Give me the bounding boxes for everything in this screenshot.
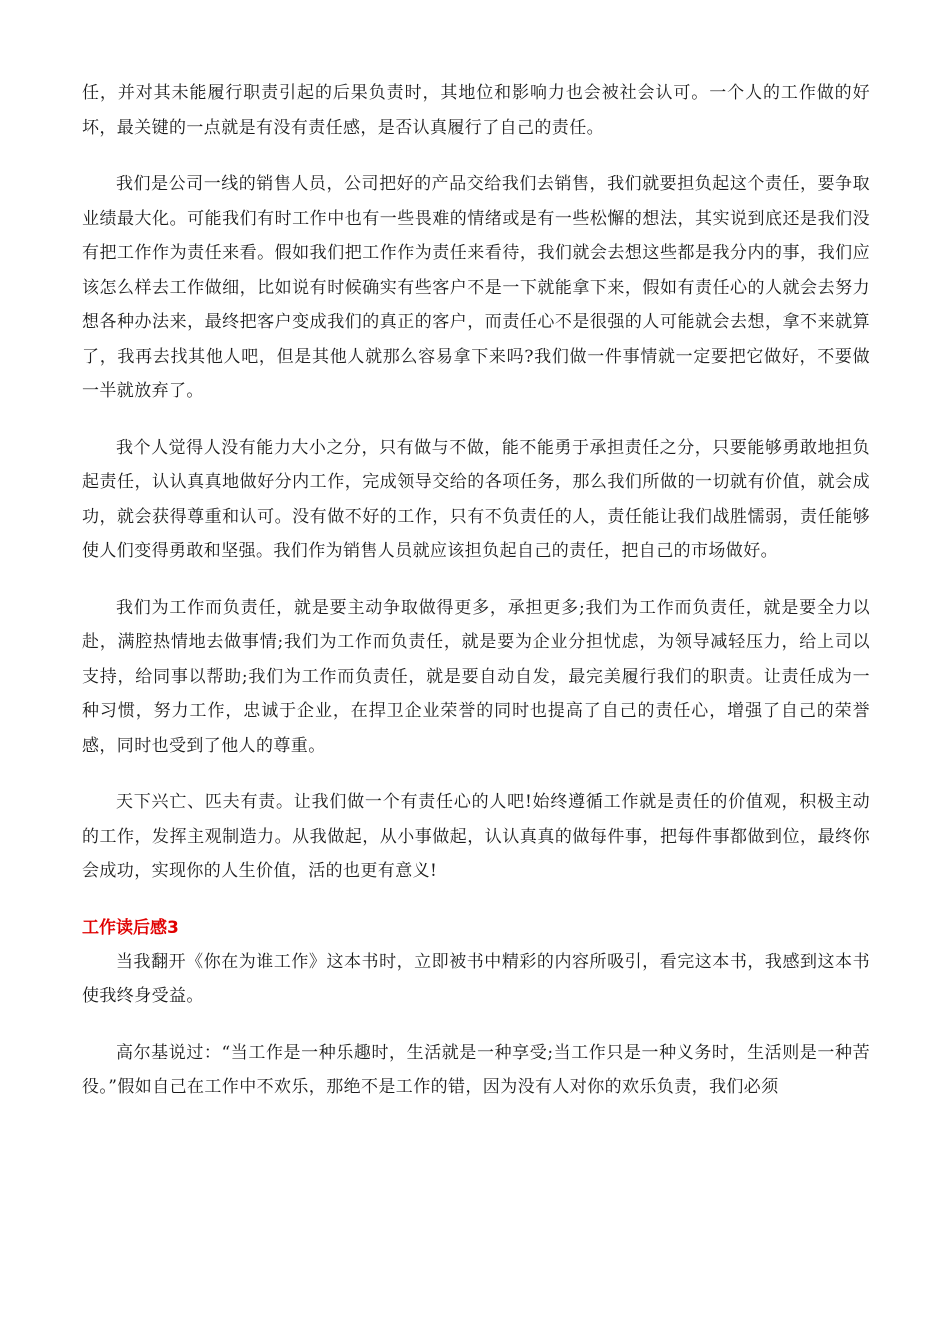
- paragraph-7: 高尔基说过：“当工作是一种乐趣时，生活就是一种享受;当工作只是一种义务时，生活则是一种苦役。”假如自己在工作中不欢乐，那绝不是工作的错，因为没有人对你的欢乐负责，我们必须: [82, 1042, 870, 1097]
- section-heading: 工作读后感3: [82, 917, 179, 938]
- paragraph-4: 我们为工作而负责任，就是要主动争取做得更多，承担更多;我们为工作而负责任，就是要全力以赴，满腔热情地去做事情;我们为工作而负责任，就是要为企业分担忧虑，为领导减轻压力，给上司以支持，给同事以帮助;我们为工作而负责任，就是要自动自发，最完美履行我们的职责。让责任成为一种习惯，努力工作，忠诚于企业，在捍卫企业荣誉的同时也提高了自己的责任心，增强了自己的荣誉感，同时也受到了他人的尊重。: [82, 597, 870, 756]
- paragraph-5: 天下兴亡、匹夫有责。让我们做一个有责任心的人吧!始终遵循工作就是责任的价值观，积极主动的工作，发挥主观制造力。从我做起，从小事做起，认认真真的做每件事，把每件事都做到位，最终你会成功，实现你的人生价值，活的也更有意义!: [82, 792, 870, 881]
- paragraph-3: 我个人觉得人没有能力大小之分，只有做与不做，能不能勇于承担责任之分，只要能够勇敢地担负起责任，认认真真地做好分内工作，完成领导交给的各项任务，那么我们所做的一切就有价值，就会成功，就会获得尊重和认可。没有做不好的工作，只有不负责任的人，责任能让我们战胜懦弱，责任能够使人们变得勇敢和坚强。我们作为销售人员就应该担负起自己的责任，把自己的市场做好。: [82, 437, 870, 561]
- paragraph-6: 当我翻开《你在为谁工作》这本书时，立即被书中精彩的内容所吸引，看完这本书，我感到这本书使我终身受益。: [82, 951, 870, 1006]
- paragraph-2: 我们是公司一线的销售人员，公司把好的产品交给我们去销售，我们就要担负起这个责任，要争取业绩最大化。可能我们有时工作中也有一些畏难的情绪或是有一些松懈的想法，其实说到底还是我们没有把工作作为责任来看。假如我们把工作作为责任来看待，我们就会去想这些都是我分内的事，我们应该怎么样去工作做细，比如说有时候确实有些客户不是一下就能拿下来，假如有责任心的人就会去努力想各种办法来，最终把客户变成我们的真正的客户，而责任心不是很强的人可能就会去想，拿不来就算了，我再去找其他人吧，但是其他人就那么容易拿下来吗?我们做一件事情就一定要把它做好，不要做一半就放弃了。: [82, 174, 870, 401]
- paragraph-1: 任，并对其未能履行职责引起的后果负责时，其地位和影响力也会被社会认可。一个人的工作做的好坏，最关键的一点就是有没有责任感，是否认真履行了自己的责任。: [82, 83, 870, 138]
- document-body: [82, 76, 870, 1127]
